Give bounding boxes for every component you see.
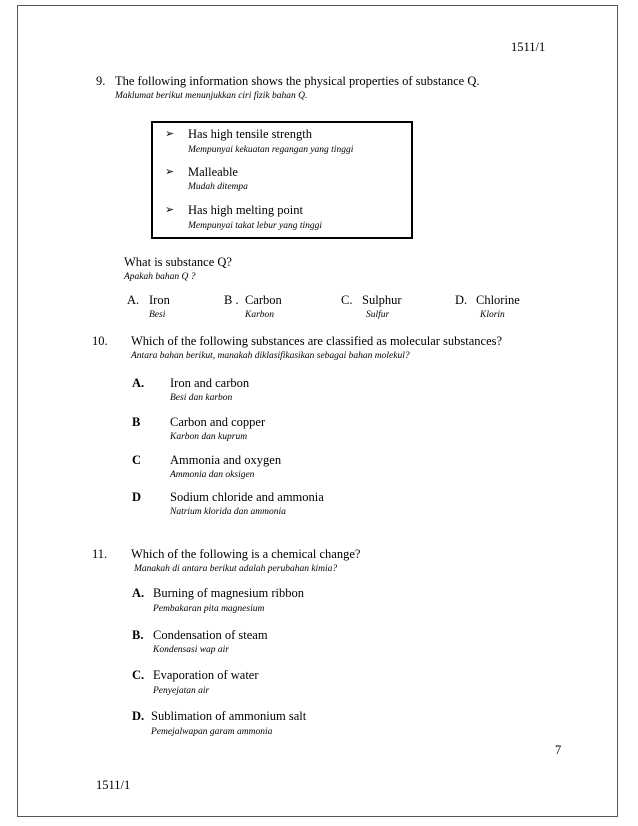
bullet-arrow-icon: ➢ (165, 128, 175, 140)
q10-option-a-ms: Besi dan karbon (170, 393, 233, 403)
q11-option-b-ms: Kondensasi wap air (153, 645, 230, 655)
q11-option-a-en: Burning of magnesium ribbon (153, 586, 305, 600)
q11-option-d-letter: D. (132, 709, 145, 723)
q9-option-b-letter: B . (224, 293, 239, 307)
header-code: 1511/1 (511, 40, 546, 54)
q11-option-c-letter: C. (132, 668, 145, 682)
q10-option-b-letter: B (132, 415, 141, 429)
q10-option-c-letter: C (132, 453, 142, 467)
q10-option-d-en: Sodium chloride and ammonia (170, 490, 324, 504)
q11-option-b-letter: B. (132, 628, 144, 642)
page-number: 7 (555, 743, 562, 757)
q9-stem-ms: Maklumat berikut menunjukkan ciri fizik bahan Q. (115, 91, 308, 101)
q10-option-c-ms: Ammonia dan oksigen (170, 470, 255, 480)
q9-option-c-en: Sulphur (362, 293, 402, 307)
q10-option-d-ms: Natrium klorida dan ammonia (170, 507, 286, 517)
q9-option-a-en: Iron (149, 293, 170, 307)
q9-stem-en: The following information shows the physical properties of substance Q. (115, 74, 480, 88)
q11-option-c-en: Evaporation of water (153, 668, 259, 682)
q9-option-d-ms: Klorin (480, 310, 505, 320)
q10-option-a-letter: A. (132, 376, 145, 390)
q10-option-c-en: Ammonia and oxygen (170, 453, 282, 467)
q10-number: 10. (92, 334, 108, 348)
q10-option-a-en: Iron and carbon (170, 376, 250, 390)
q10-option-d-letter: D (132, 490, 142, 504)
q9-property-1-en: Has high tensile strength (188, 127, 312, 141)
q10-stem-en: Which of the following substances are classified as molecular substances? (131, 334, 503, 348)
q9-number: 9. (96, 74, 106, 88)
q11-option-b-en: Condensation of steam (153, 628, 268, 642)
q9-option-a-ms: Besi (149, 310, 166, 320)
q11-option-d-ms: Pemejalwapan garam ammonia (151, 727, 273, 737)
q9-property-3-en: Has high melting point (188, 203, 303, 217)
q9-property-2-en: Malleable (188, 165, 238, 179)
q11-option-a-ms: Pembakaran pita magnesium (153, 604, 265, 614)
q9-property-2-ms: Mudah ditempa (188, 182, 248, 192)
q11-option-d-en: Sublimation of ammonium salt (151, 709, 307, 723)
q9-option-d-letter: D. (455, 293, 468, 307)
q10-stem-ms: Antara bahan berikut, manakah diklasifikasikan sebagai bahan molekul? (131, 351, 410, 361)
q9-option-a-letter: A. (127, 293, 140, 307)
q10-option-b-en: Carbon and copper (170, 415, 266, 429)
q11-option-a-letter: A. (132, 586, 145, 600)
q11-number: 11. (92, 547, 108, 561)
q11-option-c-ms: Penyejatan air (153, 686, 210, 696)
bullet-arrow-icon: ➢ (165, 166, 175, 178)
q9-option-c-letter: C. (341, 293, 353, 307)
q9-property-1-ms: Mempunyai kekuatan regangan yang tinggi (188, 145, 354, 155)
bullet-arrow-icon: ➢ (165, 204, 175, 216)
q9-option-d-en: Chlorine (476, 293, 520, 307)
footer-code: 1511/1 (96, 778, 131, 792)
q9-option-c-ms: Sulfur (366, 310, 390, 320)
q10-option-b-ms: Karbon dan kuprum (170, 432, 248, 442)
q11-stem-en: Which of the following is a chemical change? (131, 547, 361, 561)
q11-stem-ms: Manakah di antara berikut adalah perubahan kimia? (134, 564, 338, 574)
q9-option-b-en: Carbon (245, 293, 282, 307)
q9-option-b-ms: Karbon (245, 310, 275, 320)
q9-question-ms: Apakah bahan Q ? (124, 272, 196, 282)
q9-question-en: What is substance Q? (124, 255, 232, 269)
q9-property-3-ms: Mempunyai takat lebur yang tinggi (188, 221, 323, 231)
